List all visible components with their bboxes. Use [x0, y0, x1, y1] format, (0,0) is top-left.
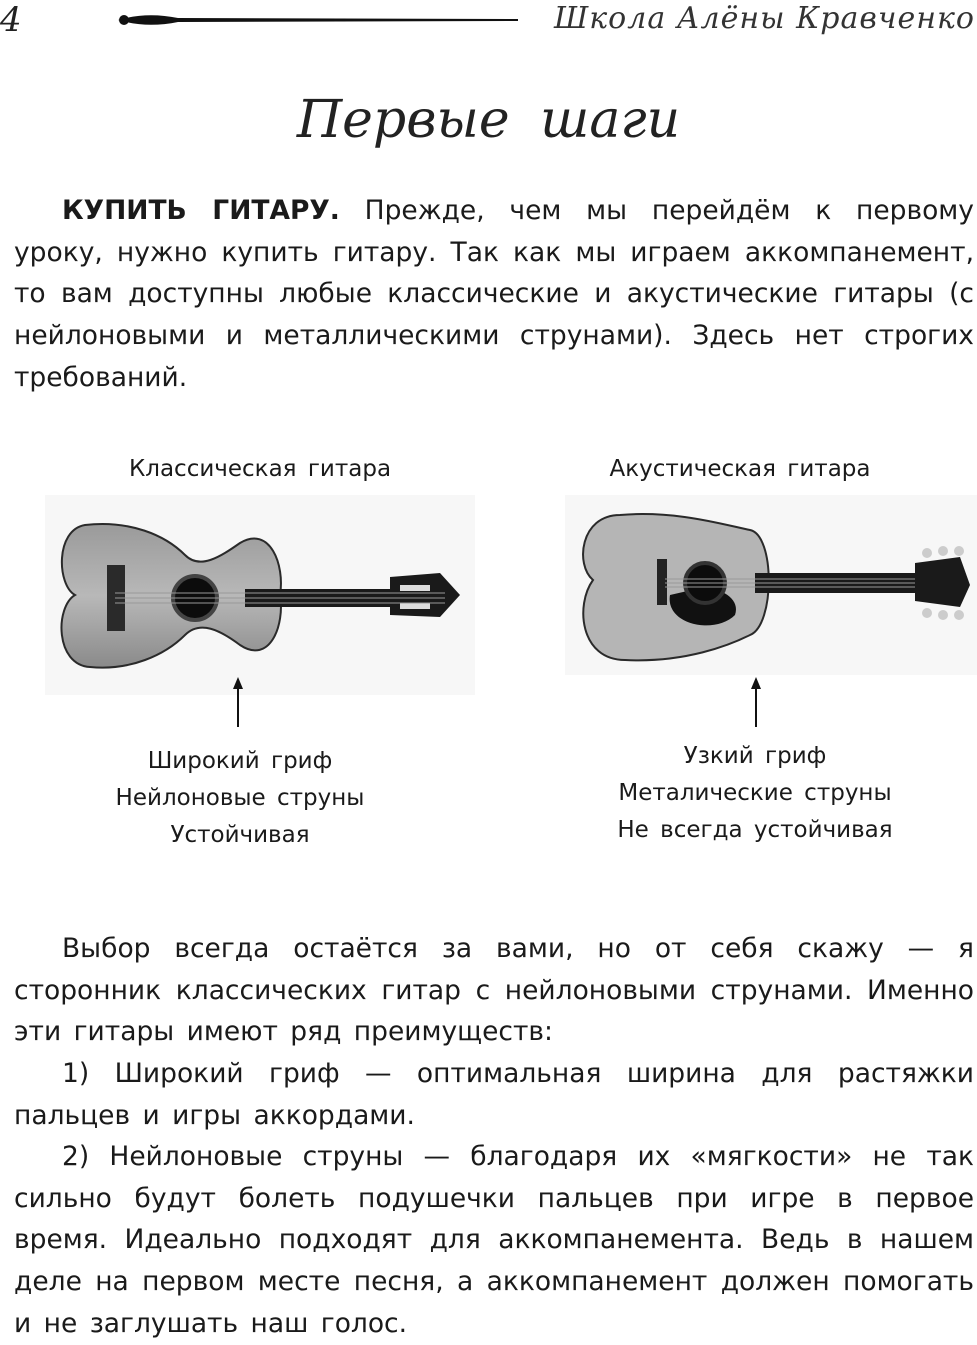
classical-arrow-icon: [231, 677, 245, 727]
body-paragraph-1: Выбор всегда остаётся за вами, но от себя скажу — я сторонник классических гитар с нейлоновыми струнами. Именно эти гитары имеют ряд преимуществ:: [14, 933, 974, 1048]
acoustic-feature: Узкий гриф: [683, 743, 827, 769]
classical-guitar-image: [45, 495, 475, 695]
acoustic-features: [555, 738, 955, 849]
acoustic-feature: Не всегда устойчивая: [617, 817, 893, 843]
acoustic-feature: Металические струны: [618, 780, 892, 806]
header-ornament: [118, 12, 518, 28]
classical-features: [40, 743, 440, 854]
intro-lead: КУПИТЬ ГИТАРУ.: [62, 195, 340, 226]
body-paragraph-3: 2) Нейлоновые струны — благодаря их «мягкости» не так сильно будут болеть подушечки пальцев при игре в первое время. Идеально подходят для аккомпанемента. Ведь в нашем деле на первом месте песня, а аккомпанемент должен помогать и не заглушать наш голос.: [14, 1141, 974, 1339]
acoustic-guitar-image: [565, 495, 977, 675]
intro-paragraph: [14, 190, 974, 399]
acoustic-guitar-caption: Акустическая гитара: [609, 456, 871, 482]
classical-feature: Устойчивая: [170, 822, 310, 848]
running-title: Школа Алёны Кравченко: [554, 1, 975, 36]
intro-text: Прежде, чем мы перейдём к первому уроку, нужно купить гитару. Так как мы играем аккомпанемент, то вам доступны любые классические и акустические гитары (с нейлоновыми и металлическими струнами). Здесь нет строгих требований.: [14, 195, 974, 393]
chapter-title: Первые шаги: [296, 90, 681, 150]
body-paragraph-2: 1) Широкий гриф — оптимальная ширина для растяжки пальцев и игры аккордами.: [14, 1058, 974, 1131]
classical-feature: Нейлоновые струны: [115, 785, 365, 811]
acoustic-arrow-icon: [749, 677, 763, 727]
classical-feature: Широкий гриф: [147, 748, 333, 774]
classical-guitar-caption: Классическая гитара: [128, 456, 392, 482]
page-number: 4: [0, 0, 22, 40]
